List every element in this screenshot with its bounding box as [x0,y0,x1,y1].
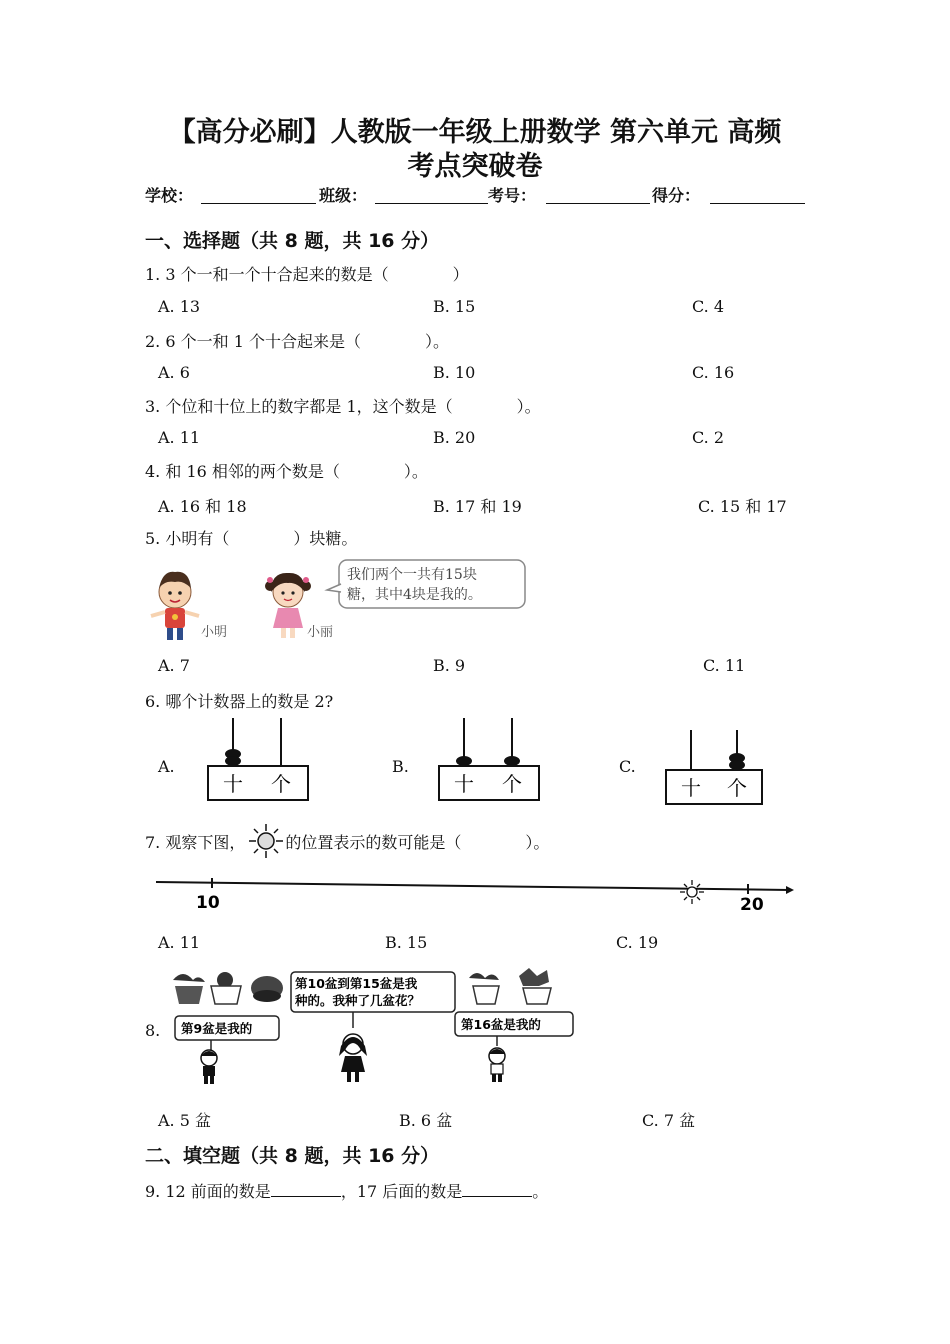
question-7-stem-mid: 的位置表示的数可能是（ [285,833,462,852]
q6-option-b[interactable]: B. [392,757,409,776]
q8-bubble-mid-line-2: 种的。我种了几盆花？ [295,993,421,1008]
abacus-b-ones-label: 个 [502,772,522,796]
q3-option-b[interactable]: B. 20 [433,428,476,447]
question-8-stem: 8. [145,1021,161,1040]
question-5-stem: 5. 小明有（ [145,529,230,548]
question-7 [145,830,549,853]
flowerpot-icon [251,976,283,1002]
number-line-label-20: 20 [740,895,764,915]
sun-icon [247,822,285,860]
q2-option-b[interactable]: B. 10 [433,363,476,382]
abacus-b-tens-label: 十 [454,772,474,796]
question-1-stem-end: ） [452,265,469,284]
score-field[interactable] [710,203,805,204]
q2-option-c[interactable]: C. 16 [692,363,735,382]
abacus-a-ones-label: 个 [271,772,291,796]
question-9 [145,1179,548,1202]
class-field[interactable] [375,203,488,204]
q4-option-c[interactable]: C. 15 和 17 [698,497,787,516]
q5-bubble-line-2: 糖，其中4块是我的。 [347,587,482,603]
score-label: 得分： [652,186,701,205]
q8-speech-bubble-left [175,1016,279,1050]
q7-sun-inline [245,836,285,852]
question-4-stem-end: ）。 [403,462,428,481]
child-left-icon [201,1050,217,1084]
q8-bubble-mid-line-1: 第10盆到第15盆是我 [295,976,418,991]
number-line-sun-icon [680,880,704,904]
number-line-figure [150,870,800,920]
q5-speech-bubble [327,560,525,608]
q7-option-c[interactable]: C. 19 [616,933,659,952]
q7-option-b[interactable]: B. 15 [385,933,428,952]
question-2-stem: 2. 6 个一和 1 个十合起来是（ [145,332,361,351]
question-8 [145,1021,160,1040]
flowerpot-icon [519,968,551,1004]
question-9-part-3: 。 [532,1182,549,1201]
q8-bubble-left-text: 第9盆是我的 [181,1021,253,1036]
q8-flowerpot-figure [163,966,583,1090]
q1-option-b[interactable]: B. 15 [433,297,476,316]
section-fill-heading: 二、填空题（共 8 题，共 16 分） [145,1145,440,1167]
question-6 [145,689,333,712]
flowerpot-icon [211,972,241,1004]
q9-blank-2[interactable] [462,1182,532,1197]
girl-name-label: 小丽 [307,625,334,640]
abacus-c-ones-label: 个 [727,776,747,800]
question-5-stem-end: ）块糖。 [293,529,358,548]
q8-speech-bubble-right [455,1012,573,1046]
q7-option-a[interactable]: A. 11 [158,933,201,952]
exam-no-field[interactable] [546,203,650,204]
question-4-stem: 4. 和 16 相邻的两个数是（ [145,462,340,481]
question-1 [145,262,469,285]
q3-option-a[interactable]: A. 11 [158,428,201,447]
flowerpot-icon [469,973,499,1004]
abacus-b-icon[interactable] [436,716,542,804]
question-7-stem-end: ）。 [525,833,550,852]
question-7-stem: 7. 观察下图， [145,833,246,852]
question-6-stem: 6. 哪个计数器上的数是 2? [145,692,334,711]
number-line-label-10: 10 [196,893,220,913]
boy-name-label: 小明 [201,625,228,640]
q8-bubble-right-text: 第16盆是我的 [461,1017,541,1032]
abacus-a-tens-label: 十 [223,772,243,796]
q5-option-c[interactable]: C. 11 [703,656,746,675]
question-3-stem: 3. 个位和十位上的数字都是 1，这个数是（ [145,397,453,416]
title-line-1: 【高分必刷】人教版一年级上册数学 第六单元 高频 [168,117,782,148]
question-3-stem-end: ）。 [516,397,541,416]
child-middle-icon [339,1034,367,1082]
q1-option-c[interactable]: C. 4 [692,297,725,316]
flowerpot-icon [173,974,205,1004]
q6-option-a[interactable]: A. [158,757,175,776]
q3-option-c[interactable]: C. 2 [692,428,725,447]
question-9-part-2: ，17 后面的数是 [340,1182,463,1201]
question-2-stem-end: ）。 [424,332,449,351]
child-right-icon [489,1048,505,1082]
q6-option-c[interactable]: C. [619,757,636,776]
exam-title [120,116,830,184]
q5-option-a[interactable]: A. 7 [158,656,190,675]
q5-candy-figure [143,556,543,648]
question-9-part-1: 9. 12 前面的数是 [145,1182,271,1201]
number-line-arrow-icon [786,886,794,894]
q5-option-b[interactable]: B. 9 [433,656,466,675]
class-label: 班级： [319,186,368,205]
q8-option-b[interactable]: B. 6 盆 [399,1111,453,1130]
q1-option-a[interactable]: A. 13 [158,297,201,316]
school-label: 学校： [145,186,194,205]
q8-option-a[interactable]: A. 5 盆 [158,1111,211,1130]
abacus-c-tens-label: 十 [681,776,701,800]
question-3 [145,394,541,417]
question-4 [145,459,428,482]
girl-figure-icon [265,573,311,638]
exam-no-label: 考号： [488,186,537,205]
abacus-c-icon[interactable] [663,728,769,808]
q4-option-a[interactable]: A. 16 和 18 [158,497,247,516]
boy-figure-icon [151,572,199,640]
q2-option-a[interactable]: A. 6 [158,363,190,382]
q4-option-b[interactable]: B. 17 和 19 [433,497,522,516]
q8-option-c[interactable]: C. 7 盆 [642,1111,696,1130]
question-5 [145,526,357,549]
question-2 [145,329,449,352]
q8-speech-bubble-middle [291,972,455,1028]
section-choice-heading: 一、选择题（共 8 题，共 16 分） [145,230,440,252]
school-field[interactable] [201,203,316,204]
abacus-a-icon[interactable] [205,716,311,804]
question-1-stem: 1. 3 个一和一个十合起来的数是（ [145,265,389,284]
title-line-2: 考点突破卷 [407,151,543,182]
q5-bubble-line-1: 我们两个一共有15块 [347,567,477,583]
student-info-row [145,183,810,207]
q9-blank-1[interactable] [271,1182,341,1197]
